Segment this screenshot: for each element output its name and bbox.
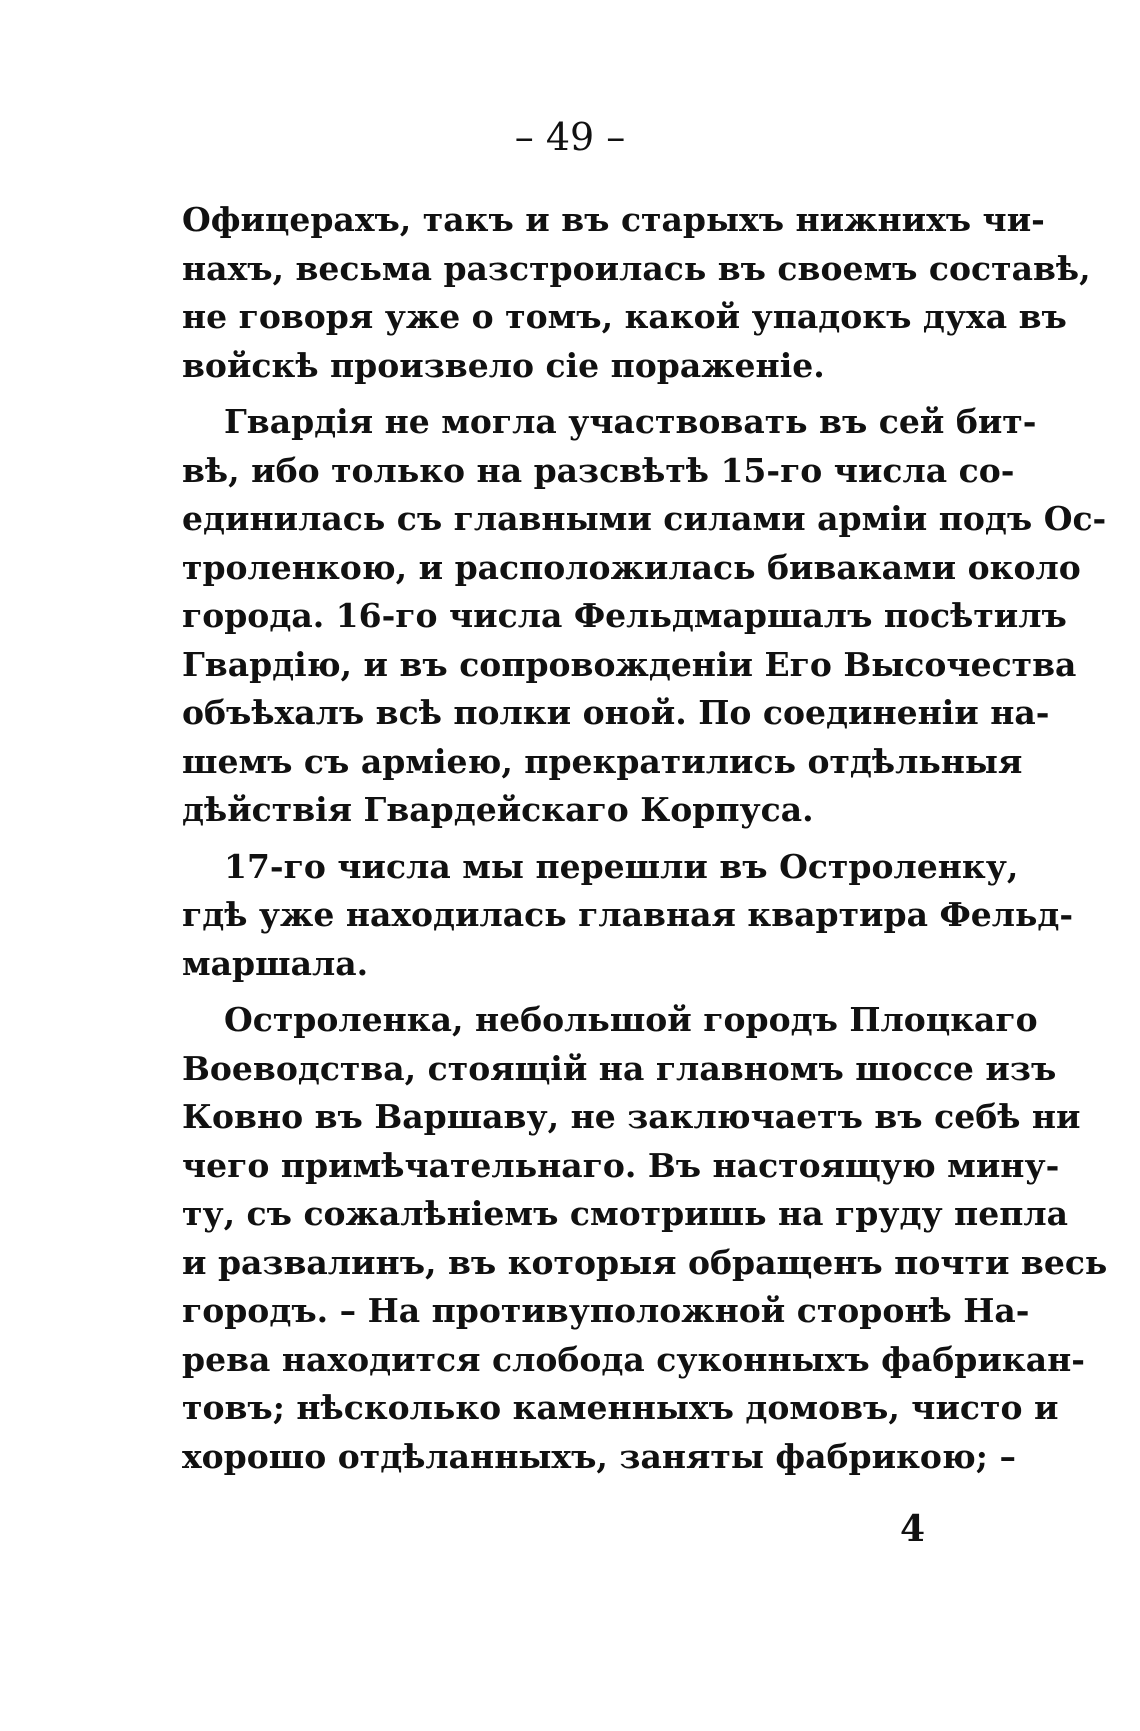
text-line: города. 16-го числа Фельдмаршалъ посѣтилъ — [182, 596, 1067, 635]
text-line: чего примѣчательнаго. Въ настоящую мину- — [182, 1145, 1060, 1185]
text-line: не говоря уже о томъ, какой упадокъ духа въ — [182, 297, 1067, 336]
text-line: шемъ съ арміею, прекратились отдѣльныя — [182, 741, 1023, 781]
paragraph-4 — [182, 996, 1108, 1481]
text-line: троленкою, и расположилась биваками около — [182, 547, 1081, 587]
text-line: товъ; нѣсколько каменныхъ домовъ, чисто и — [182, 1388, 1059, 1427]
paragraph-2 — [182, 398, 1107, 835]
text-line: объѣхалъ всѣ полки оной. По соединеніи на- — [182, 693, 1050, 732]
body-text — [182, 196, 1108, 1481]
text-line: ту, съ сожалѣніемъ смотришь на груду пепла — [182, 1194, 1069, 1233]
text-line: хорошо отдѣланныхъ, заняты фабрикою; – — [182, 1436, 1016, 1476]
text-line: и развалинъ, въ которыя обращенъ почти весь — [182, 1242, 1108, 1282]
text-line: войскѣ произвело сіе пораженіе. — [182, 345, 825, 385]
text-line: маршала. — [182, 943, 369, 983]
signature-mark: 4 — [900, 1508, 926, 1550]
text-line: нахъ, весьма разстроилась въ своемъ составѣ, — [182, 248, 1091, 288]
text-line: вѣ, ибо только на разсвѣтѣ 15-го числа со- — [182, 450, 1015, 490]
text-line: городъ. – На противуположной сторонѣ На- — [182, 1291, 1030, 1330]
text-line: Гвардію, и въ сопровожденіи Его Высочества — [182, 644, 1077, 684]
text-line: Остроленка, небольшой городъ Плоцкаго — [224, 1000, 1038, 1039]
text-line: Офицерахъ, такъ и въ старыхъ нижнихъ чи- — [182, 200, 1045, 239]
page-number: – 49 – — [514, 115, 626, 159]
paragraph-1 — [182, 196, 1091, 390]
text-line: дѣйствія Гвардейскаго Корпуса. — [182, 790, 814, 829]
text-line: гдѣ уже находилась главная квартира Фельд- — [182, 895, 1074, 934]
text-line: единилась съ главными силами арміи подъ Ос- — [182, 499, 1107, 538]
text-line: Воеводства, стоящій на главномъ шоссе изъ — [182, 1048, 1057, 1088]
text-line: Гвардія не могла участвовать въ сей бит- — [224, 402, 1037, 441]
text-line: рева находится слобода суконныхъ фабрикан- — [182, 1339, 1085, 1379]
text-line: Ковно въ Варшаву, не заключаетъ въ себѣ ни — [182, 1097, 1081, 1136]
text-line: 17-го числа мы перешли въ Остроленку, — [224, 846, 1019, 886]
paragraph-3 — [182, 843, 1074, 989]
